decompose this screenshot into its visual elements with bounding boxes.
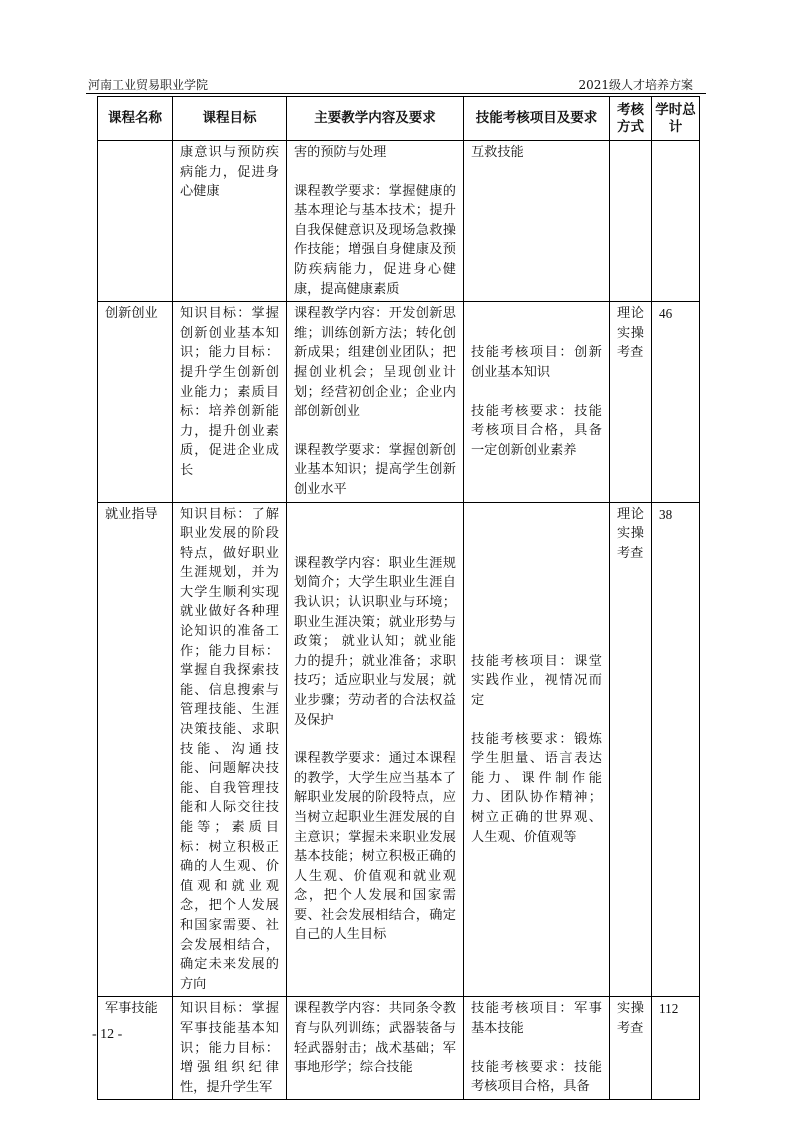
skill-part-2: 技能考核要求：技能考核项目合格，具备一定创新创业素养 (471, 403, 602, 458)
cell-total-hours: 112 (652, 997, 700, 1100)
header-document-title: 2021级人才培养方案 (578, 78, 693, 92)
skill-part-2: 技能考核要求：锻炼学生胆量、语言表达能力、课件制作能力、团队协作精神；树立正确的世界观、人生观、价值观等 (471, 731, 602, 845)
header-divider (86, 93, 706, 94)
content-part-2: 课程教学要求：掌握创新创业基本知识；提高学生创新创业水平 (294, 442, 456, 497)
cell-course-name (98, 141, 173, 302)
cell-assessment-method: 实操考查 (610, 997, 652, 1100)
content-part-2: 课程教学要求：通过本课程的教学，大学生应当基本了解职业发展的阶段特点，应当树立起职业生涯发展的自主意识；掌握未来职业发展基本技能；树立积极正确的人生观、价值观和就业观念，把个人发展和国家需要、社会发展相结合，确定自己的人生目标 (294, 751, 456, 943)
cell-course-name: 创新创业 (98, 302, 173, 502)
skill-part-2: 技能考核要求：技能考核项目合格，具备 (471, 1059, 602, 1095)
cell-main-content (287, 502, 464, 997)
cell-main-content (287, 302, 464, 502)
table-header-row (98, 97, 700, 141)
content-part-2: 课程教学要求：掌握健康的基本理论与基本技术；提升自我保健意识及现场急救操作技能；增强自身健康及预防疾病能力，促进身心健康，提高健康素质 (294, 183, 456, 297)
cell-main-content (287, 997, 464, 1100)
table-row (98, 502, 700, 997)
cell-total-hours (652, 141, 700, 302)
cell-course-goal: 知识目标：掌握创新创业基本知识；能力目标：提升学生创新创业能力；素质目标：培养创新能力，提升创业素质，促进企业成长 (173, 302, 287, 502)
cell-total-hours: 46 (652, 302, 700, 502)
header-skill-assessment: 技能考核项目及要求 (464, 97, 610, 141)
cell-assessment-method (610, 141, 652, 302)
page-number: - 12 - (92, 1027, 123, 1042)
table-row (98, 997, 700, 1100)
header-school-name: 河南工业贸易职业学院 (88, 78, 209, 92)
curriculum-table (97, 96, 700, 1100)
header-course-name: 课程名称 (98, 97, 173, 141)
cell-assessment-method: 理论实操考查 (610, 302, 652, 502)
cell-total-hours: 38 (652, 502, 700, 997)
header-course-goal: 课程目标 (173, 97, 287, 141)
header-total-hours: 学时总计 (652, 97, 700, 141)
cell-skill-assessment (464, 997, 610, 1100)
cell-course-goal: 康意识与预防疾病能力，促进身心健康 (173, 141, 287, 302)
cell-course-goal: 知识目标：掌握军事技能基本知识；能力目标：增强组织纪律性，提升学生军 (173, 997, 287, 1100)
table-row (98, 141, 700, 302)
cell-assessment-method: 理论实操考查 (610, 502, 652, 997)
cell-course-name: 军事技能 (98, 997, 173, 1100)
table-row (98, 302, 700, 502)
cell-main-content (287, 141, 464, 302)
cell-course-goal: 知识目标：了解职业发展的阶段特点，做好职业生涯规划，并为大学生顺利实现就业做好各种理论知识的准备工作；能力目标：掌握自我探索技能、信息搜索与管理技能、生涯决策技能、求职技能、沟通技能、问题解决技能、自我管理技能和人际交往技能等；素质目标：树立积极正确的人生观、价值观和就业观念，把个人发展和国家需要、社会发展相结合，确定未来发展的方向 (173, 502, 287, 997)
skill-part-1: 技能考核项目：课堂实践作业，视情况而定 (471, 653, 602, 708)
content-part-1: 课程教学内容：开发创新思维；训练创新方法；转化创新成果；组建创业团队；把握创业机会；呈现创业计划；经营初创企业；企业内部创新创业 (294, 306, 456, 420)
cell-course-name: 就业指导 (98, 502, 173, 997)
cell-skill-assessment (464, 502, 610, 997)
cell-skill-assessment (464, 302, 610, 502)
content-part-1: 害的预防与处理 (294, 145, 387, 160)
content-part-1: 课程教学内容：职业生涯规划简介；大学生职业生涯自我认识；认识职业与环境；职业生涯决策；就业形势与政策； 就业认知；就业能力的提升；就业准备；求职技巧；适应职业与发展；就业步骤；劳动者的合法权益及保护 (294, 555, 456, 728)
skill-part-1: 互救技能 (471, 145, 524, 160)
skill-part-1: 技能考核项目：军事基本技能 (471, 1001, 602, 1036)
content-part-1: 课程教学内容：共同条令教育与队列训练；武器装备与轻武器射击；战术基础；军事地形学；综合技能 (294, 1001, 456, 1076)
header-main-content: 主要教学内容及要求 (287, 97, 464, 141)
header-assessment-method: 考核方式 (610, 97, 652, 141)
cell-skill-assessment (464, 141, 610, 302)
skill-part-1: 技能考核项目：创新创业基本知识 (471, 345, 602, 380)
